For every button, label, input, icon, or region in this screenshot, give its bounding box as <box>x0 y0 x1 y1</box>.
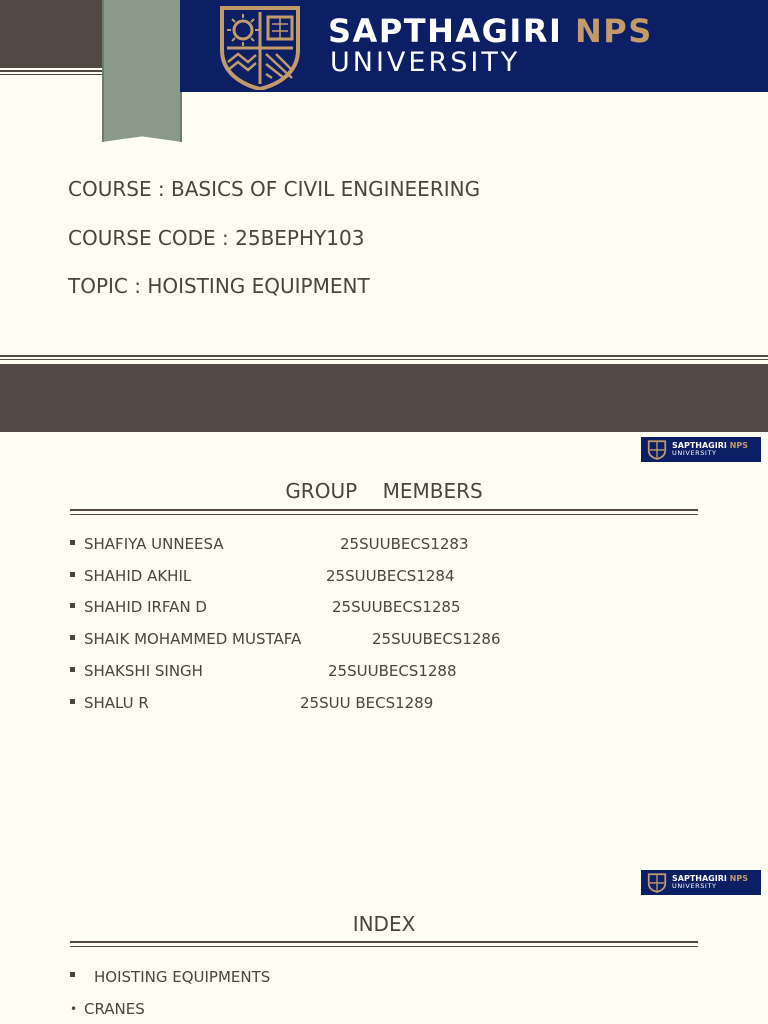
member-name: SHALU R <box>84 694 149 712</box>
university-logo-small <box>641 437 761 462</box>
university-name-primary: SAPTHAGIRI <box>328 12 563 50</box>
member-name: SHAHID AKHIL <box>84 567 192 585</box>
member-id: 25SUU BECS1289 <box>300 694 434 712</box>
course-name: COURSE : BASICS OF CIVIL ENGINEERING <box>68 177 481 201</box>
bullet-dot-icon: • <box>70 1002 78 1016</box>
member-id: 25SUUBECS1284 <box>326 567 455 585</box>
member-name: SHAHID IRFAN D <box>84 598 207 616</box>
bullet-square-icon <box>70 972 75 977</box>
bullet-square-icon <box>70 699 75 704</box>
course-code: COURSE CODE : 25BEPHY103 <box>68 226 365 250</box>
footer-rule <box>0 355 768 357</box>
logo-small-subtitle: UNIVERSITY <box>672 449 717 457</box>
bookmark-ribbon <box>102 0 182 142</box>
bullet-square-icon <box>70 603 75 608</box>
members-heading: GROUP MEMBERS <box>285 479 483 503</box>
logo-small-name: SAPTHAGIRI NPS <box>672 441 748 450</box>
bullet-square-icon <box>70 572 75 577</box>
bullet-square-icon <box>70 667 75 672</box>
members-heading-rule-thin <box>70 514 698 515</box>
university-crest-icon <box>647 439 667 460</box>
logo-small-name: SAPTHAGIRI NPS <box>672 874 748 883</box>
university-logo-small <box>641 870 761 895</box>
member-name: SHAKSHI SINGH <box>84 662 203 680</box>
index-item-label: CRANES <box>84 1000 145 1018</box>
title-slide <box>0 0 768 362</box>
member-name: SHAIK MOHAMMED MUSTAFA <box>84 630 302 648</box>
topic: TOPIC : HOISTING EQUIPMENT <box>68 274 370 298</box>
index-heading-rule <box>70 941 698 943</box>
index-item-label: HOISTING EQUIPMENTS <box>94 968 271 986</box>
member-id: 25SUUBECS1283 <box>340 535 469 553</box>
university-name <box>328 12 653 50</box>
member-id: 25SUUBECS1285 <box>332 598 461 616</box>
logo-small-subtitle: UNIVERSITY <box>672 882 717 890</box>
footer-rule-thin <box>0 359 768 360</box>
member-name: SHAFIYA UNNEESA <box>84 535 224 553</box>
slide-divider-band <box>0 364 768 432</box>
bullet-square-icon <box>70 540 75 545</box>
members-heading-rule <box>70 509 698 511</box>
university-banner <box>180 0 768 92</box>
university-subtitle: UNIVERSITY <box>330 47 521 78</box>
index-heading: INDEX <box>352 912 416 936</box>
university-crest-icon <box>214 2 306 90</box>
member-id: 25SUUBECS1288 <box>328 662 457 680</box>
university-crest-icon <box>647 872 667 893</box>
university-name-accent: NPS <box>575 12 653 50</box>
index-heading-rule-thin <box>70 946 698 947</box>
bullet-square-icon <box>70 635 75 640</box>
member-id: 25SUUBECS1286 <box>372 630 501 648</box>
